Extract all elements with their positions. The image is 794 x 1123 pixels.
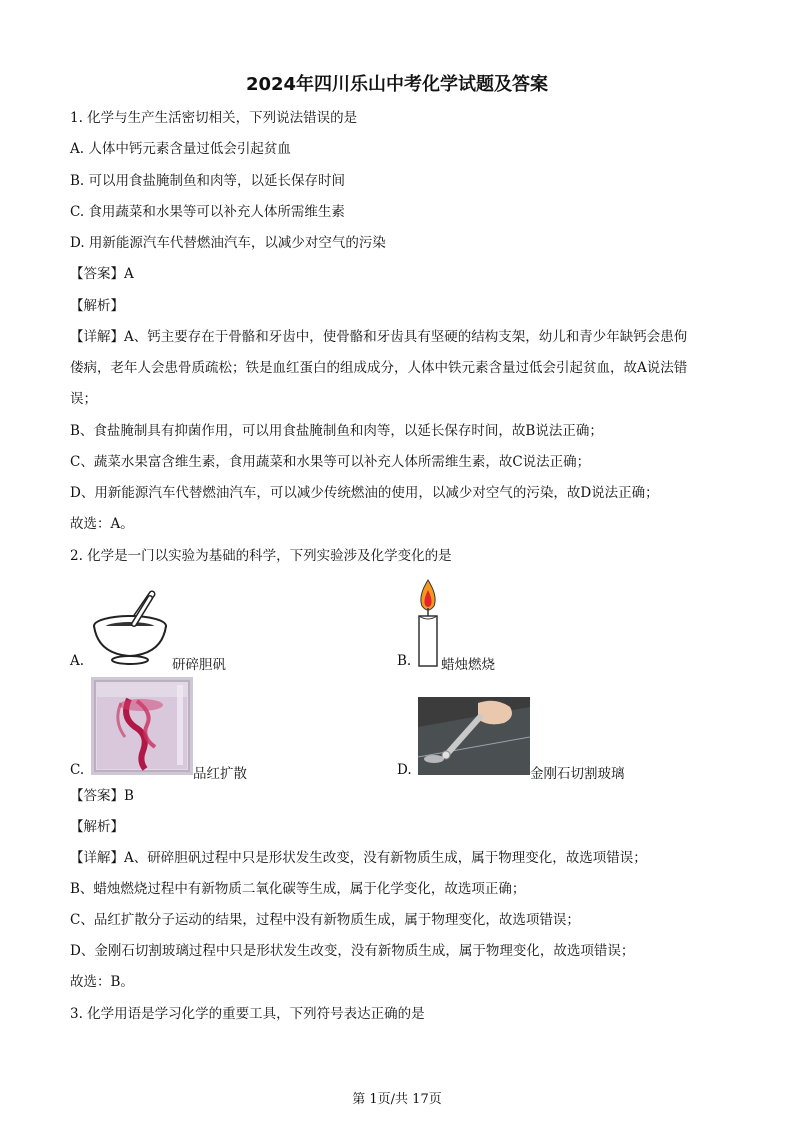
q1-option-b: B. 可以用食盐腌制鱼和肉等，以延长保存时间 <box>70 173 346 189</box>
q2-conclusion: 故选：B。 <box>70 974 134 990</box>
q1-detail-c: C、蔬菜水果富含维生素，食用蔬菜和水果等可以补充人体所需维生素，故C说法正确； <box>70 454 591 470</box>
q1-detail-b: B、食盐腌制具有抑菌作用，可以用食盐腌制鱼和肉等，以延长保存时间，故B说法正确； <box>70 423 603 439</box>
q2-detail-a: 【详解】A、研碎胆矾过程中只是形状发生改变，没有新物质生成，属于物理变化，故选项错误； <box>70 850 647 866</box>
q2-analysis-heading: 【解析】 <box>70 819 124 835</box>
q2-option-c-label: C. <box>70 762 85 778</box>
q2-option-a-label: A. <box>70 653 85 669</box>
q1-answer: 【答案】A <box>70 266 134 282</box>
q2-stem: 2. 化学是一门以实验为基础的科学，下列实验涉及化学变化的是 <box>70 548 452 564</box>
q1-analysis-heading: 【解析】 <box>70 298 124 314</box>
q2-answer: 【答案】B <box>70 788 134 804</box>
q1-detail-line-1: 【详解】A、钙主要存在于骨骼和牙齿中，使骨骼和牙齿具有坚硬的结构支架，幼儿和青少年缺钙会患佝 <box>70 329 688 345</box>
q2-detail-b: B、蜡烛燃烧过程中有新物质二氧化碳等生成，属于化学变化，故选项正确； <box>70 881 526 897</box>
q2-option-b-text: 蜡烛燃烧 <box>441 657 495 673</box>
mortar-pestle-image <box>90 588 170 666</box>
q2-option-a-text: 研碎胆矾 <box>172 657 226 673</box>
q2-option-c-text: 品红扩散 <box>193 766 247 782</box>
q3-stem: 3. 化学用语是学习化学的重要工具，下列符号表达正确的是 <box>70 1006 425 1022</box>
q1-option-d: D. 用新能源汽车代替燃油汽车，以减少对空气的污染 <box>70 235 386 251</box>
q1-stem: 1. 化学与生产生活密切相关，下列说法错误的是 <box>70 110 358 126</box>
q1-detail-line-2: 偻病，老年人会患骨质疏松；铁是血红蛋白的组成成分，人体中铁元素含量过低会引起贫血，故A说法错 <box>70 360 688 376</box>
glass-cutter-image <box>418 697 530 775</box>
page-footer: 第 1页/共 17页 <box>352 1092 442 1107</box>
candle-image <box>414 578 442 668</box>
page-title: 2024年四川乐山中考化学试题及答案 <box>245 74 549 95</box>
q1-option-a: A. 人体中钙元素含量过低会引起贫血 <box>70 141 291 157</box>
q1-conclusion: 故选：A。 <box>70 516 134 532</box>
q2-detail-d: D、金刚石切割玻璃过程中只是形状发生改变，没有新物质生成，属于物理变化，故选项错误； <box>70 943 635 959</box>
q1-detail-line-3: 误； <box>70 391 97 407</box>
q2-option-d-text: 金刚石切割玻璃 <box>530 766 625 782</box>
q1-detail-d: D、用新能源汽车代替燃油汽车，可以减少传统燃油的使用，以减少对空气的污染，故D说法正确； <box>70 485 659 501</box>
beaker-dye-image <box>91 677 193 775</box>
q2-option-b-label: B. <box>397 653 412 669</box>
q1-option-c: C. 食用蔬菜和水果等可以补充人体所需维生素 <box>70 204 345 220</box>
q2-option-d-label: D. <box>397 762 412 778</box>
q2-detail-c: C、品红扩散分子运动的结果，过程中没有新物质生成，属于物理变化，故选项错误； <box>70 912 580 928</box>
